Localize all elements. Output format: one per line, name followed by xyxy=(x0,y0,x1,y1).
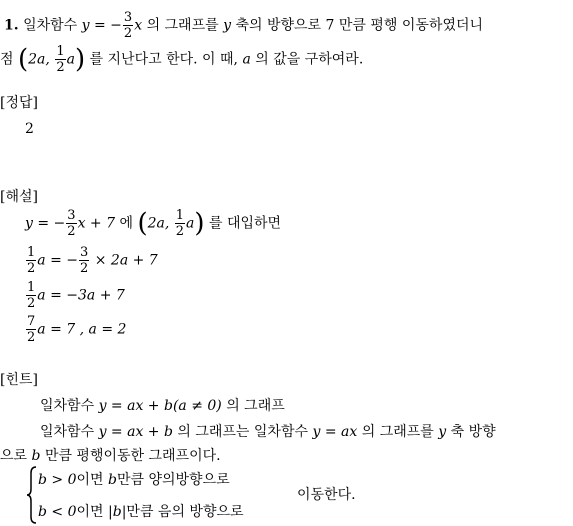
variable: b xyxy=(108,472,117,488)
paren-open: ( xyxy=(137,208,148,239)
point-coordinate: a xyxy=(66,51,75,68)
fraction-numerator: 1 xyxy=(27,245,36,260)
variable: y xyxy=(438,424,447,440)
fraction xyxy=(79,245,89,276)
hint-text: 만큼 음의 방향으로 xyxy=(126,504,244,520)
hint-text: 만큼 평행이동한 그래프이다. xyxy=(44,448,221,464)
problem-text: 의 값을 구하여라. xyxy=(255,51,364,68)
paren-close: ) xyxy=(74,44,86,75)
hint-text: 이면 xyxy=(76,472,104,488)
fraction-denominator: 2 xyxy=(175,224,185,239)
equation-part: x + 7 xyxy=(77,215,115,232)
fraction-numerator: 1 xyxy=(56,44,65,59)
hint-line-1 xyxy=(40,397,285,415)
variable: a xyxy=(242,51,251,68)
solution-label: [해설] xyxy=(0,189,38,205)
hint-text: 의 그래프 xyxy=(226,398,285,414)
fraction xyxy=(66,208,76,239)
equation-part: y = − xyxy=(25,215,66,232)
equation-part: a = − xyxy=(37,252,78,269)
equation-part: y = − xyxy=(81,17,122,34)
equation-part: y = ax xyxy=(312,424,358,440)
solution-line-4 xyxy=(25,314,126,345)
fraction xyxy=(123,10,133,41)
solution-text: 를 대입하면 xyxy=(209,215,282,232)
condition: b > 0 xyxy=(38,472,77,488)
problem-line-2 xyxy=(0,44,363,75)
variable: |b| xyxy=(108,504,127,520)
hint-label: [힌트] xyxy=(0,372,38,388)
problem-text: 를 지난다고 한다. 이 때, xyxy=(89,51,238,68)
left-brace xyxy=(26,466,38,524)
answer-value: 2 xyxy=(25,121,34,137)
hint-text: 의 그래프를 xyxy=(361,424,434,440)
problem-text: 점 xyxy=(0,51,14,68)
fraction-denominator: 2 xyxy=(123,26,133,41)
fraction-denominator: 2 xyxy=(27,330,36,345)
equation-part: a = 2 xyxy=(88,321,127,338)
point-coordinate: 2a, xyxy=(147,215,170,232)
fraction-numerator: 3 xyxy=(67,208,76,223)
hint-text: 으로 xyxy=(0,448,28,464)
equation-part: y = ax + b(a ≠ 0) xyxy=(98,398,222,414)
fraction-numerator: 1 xyxy=(27,280,36,295)
fraction-denominator: 2 xyxy=(80,261,89,276)
variable: b xyxy=(31,448,41,464)
equation-part: x xyxy=(134,17,143,34)
hint-text: 이면 xyxy=(76,504,104,520)
fraction xyxy=(26,314,36,345)
fraction-denominator: 2 xyxy=(27,296,36,311)
variable: y xyxy=(223,17,232,34)
hint-text: 의 그래프는 일차함수 xyxy=(177,424,309,440)
paren-close: ) xyxy=(194,208,205,239)
fraction-numerator: 7 xyxy=(27,314,36,329)
fraction-numerator: 3 xyxy=(123,10,133,25)
problem-text: 일차함수 xyxy=(23,17,78,34)
solution-line-1 xyxy=(25,208,281,239)
hint-text: 축 방향 xyxy=(450,424,496,440)
solution-line-3 xyxy=(25,280,125,311)
fraction xyxy=(26,245,36,276)
hint-case-2 xyxy=(38,503,244,521)
answer-label: [정답] xyxy=(0,95,38,111)
solution-line-2 xyxy=(25,245,158,276)
problem-text: 의 그래프를 xyxy=(146,17,219,34)
condition: b < 0 xyxy=(38,504,77,520)
fraction-denominator: 2 xyxy=(67,224,76,239)
fraction xyxy=(55,44,65,75)
equation-part: y = ax + b xyxy=(98,424,173,440)
equation-part: a = 7 , xyxy=(37,321,85,338)
fraction-denominator: 2 xyxy=(56,60,65,75)
hint-case-1 xyxy=(38,471,230,489)
hint-text: 만큼 양의방향으로 xyxy=(116,472,230,488)
fraction-numerator: 3 xyxy=(80,245,89,260)
paren-open: ( xyxy=(17,44,29,75)
hint-text: 일차함수 xyxy=(40,398,95,414)
problem-number: 1. xyxy=(4,17,19,34)
equation-part: × 2a + 7 xyxy=(94,252,158,269)
fraction-numerator: 1 xyxy=(175,208,185,223)
hint-result: 이동한다. xyxy=(297,487,356,503)
hint-text: 일차함수 xyxy=(40,424,95,440)
problem-text: 축의 방향으로 7 만큼 평행 이동하였더니 xyxy=(235,17,484,34)
fraction xyxy=(175,208,185,239)
point-coordinate: 2a, xyxy=(28,51,50,68)
problem-line-1 xyxy=(4,10,483,41)
point-coordinate: a xyxy=(186,215,195,232)
hint-line-2 xyxy=(40,423,496,441)
fraction xyxy=(26,280,36,311)
hint-line-3 xyxy=(0,447,221,465)
equation-part: a = −3a + 7 xyxy=(37,287,125,304)
solution-text: 에 xyxy=(119,215,133,232)
fraction-denominator: 2 xyxy=(27,261,36,276)
